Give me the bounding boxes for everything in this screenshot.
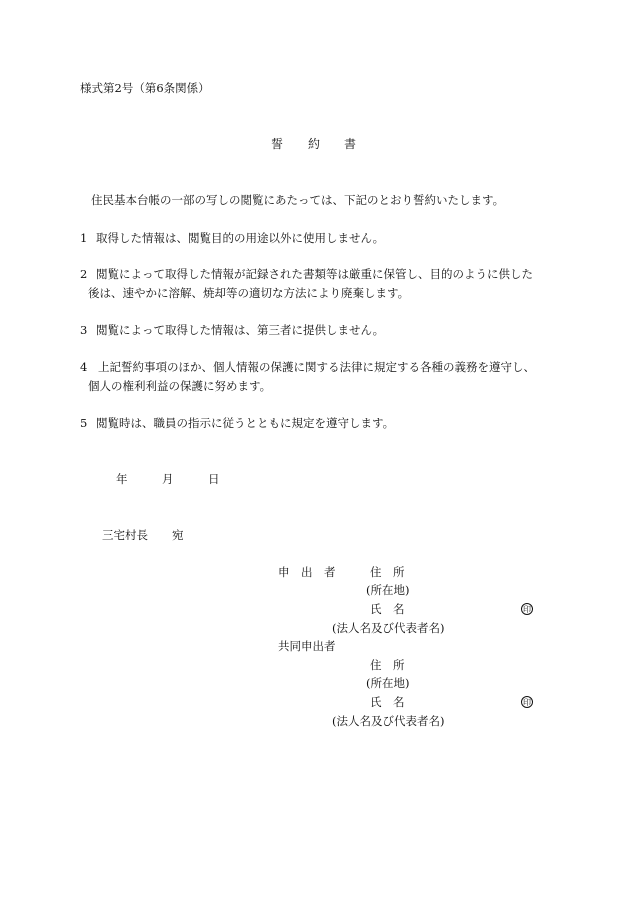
date-day: 日 — [208, 472, 220, 486]
applicant-name-label: 氏 名 — [370, 602, 405, 616]
addressee-name: 三宅村長 — [102, 528, 148, 542]
co-applicant-label: 共同申出者 — [278, 639, 336, 653]
date-month: 月 — [162, 472, 174, 486]
applicant-corp-label: (法人名及び代表者名) — [332, 621, 445, 635]
pledge-text: 上記誓約事項のほか、個人情報の保護に関する法律に規定する各種の義務を遵守し、 — [98, 360, 535, 374]
applicant-location-label: (所在地) — [366, 583, 410, 597]
co-applicant-address-label: 住 所 — [370, 658, 405, 672]
pledge-number: 4 — [80, 360, 88, 374]
applicant-address-label: 住 所 — [370, 565, 405, 579]
pledge-number: 3 — [80, 323, 88, 337]
pledge-text: 閲覧時は、職員の指示に従うとともに規定を遵守します。 — [96, 416, 395, 430]
title-char-2: 約 — [308, 137, 321, 151]
pledge-text-continued: 後は、速やかに溶解、焼却等の適切な方法により廃棄します。 — [88, 286, 410, 300]
pledge-text: 閲覧によって取得した情報は、第三者に提供しません。 — [96, 323, 385, 337]
co-applicant-seal-icon: 印 — [523, 698, 531, 707]
intro-paragraph: 住民基本台帳の一部の写しの閲覧にあたっては、下記のとおり誓約いたします。 — [91, 193, 505, 207]
title-char-1: 誓 — [271, 137, 284, 151]
title-char-3: 書 — [344, 137, 357, 151]
co-applicant-name-label: 氏 名 — [370, 695, 405, 709]
applicant-seal-icon: 印 — [523, 605, 531, 614]
co-applicant-location-label: (所在地) — [366, 676, 410, 690]
co-applicant-corp-label: (法人名及び代表者名) — [332, 714, 445, 728]
applicant-label: 申 出 者 — [278, 565, 336, 579]
pledge-text-continued: 個人の権利利益の保護に努めます。 — [88, 379, 272, 393]
pledge-text: 取得した情報は、閲覧目的の用途以外に使用しません。 — [96, 231, 385, 245]
pledge-number: 1 — [80, 231, 88, 245]
form-number: 様式第2号（第6条関係） — [80, 81, 210, 95]
date-year: 年 — [116, 472, 128, 486]
addressee-suffix: 宛 — [172, 528, 184, 542]
pledge-text: 閲覧によって取得した情報が記録された書類等は厳重に保管し、目的のように供した — [96, 267, 533, 281]
pledge-number: 2 — [80, 267, 88, 281]
pledge-number: 5 — [80, 416, 88, 430]
